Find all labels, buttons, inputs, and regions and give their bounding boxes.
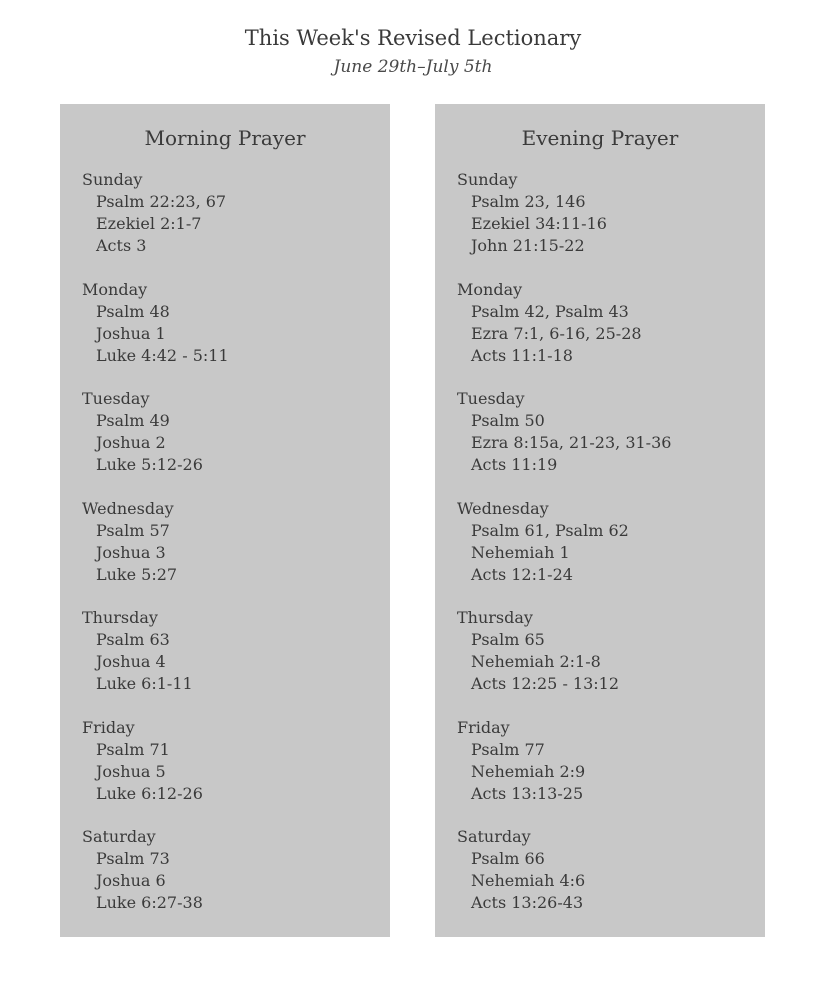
evening-day-monday [457,279,765,367]
day-name: Tuesday [82,389,150,408]
evening-day-saturday [457,826,765,914]
reading: Acts 13:13-25 [471,783,584,803]
reading: Psalm 42, Psalm 43 [471,301,629,321]
morning-prayer-panel [60,104,390,937]
reading: Acts 11:1-18 [471,345,573,365]
reading: Luke 6:12-26 [96,783,203,803]
reading: Psalm 63 [96,630,170,649]
morning-day-wednesday [82,498,390,586]
reading: Acts 12:25 - 13:12 [471,674,620,693]
reading: Psalm 50 [471,411,545,430]
day-name: Friday [82,717,135,737]
reading: Ezra 8:15a, 21-23, 31-36 [471,433,672,452]
reading: Luke 4:42 - 5:11 [96,345,229,365]
evening-day-wednesday [457,498,765,586]
reading: Ezekiel 34:11-16 [471,214,607,233]
reading: Joshua 4 [96,652,166,671]
morning-prayer-title: Morning Prayer [144,126,306,150]
reading: Psalm 71 [96,739,170,759]
reading: Acts 13:26-43 [471,893,584,912]
reading: Ezra 7:1, 6-16, 25-28 [471,323,642,343]
reading: Acts 12:1-24 [471,564,573,584]
page-title: This Week's Revised Lectionary [244,26,582,50]
reading: Luke 6:1-11 [96,674,193,693]
day-name: Sunday [457,170,518,189]
day-name: Saturday [82,827,156,846]
morning-day-tuesday [82,388,390,476]
reading: Nehemiah 4:6 [471,871,586,890]
reading: John 21:15-22 [471,236,585,255]
evening-day-sunday [457,169,765,257]
reading: Joshua 1 [96,323,166,343]
reading: Psalm 57 [96,520,170,540]
evening-day-thursday [457,607,765,695]
reading: Psalm 61, Psalm 62 [471,520,629,540]
reading: Joshua 3 [96,542,166,562]
evening-day-friday [457,717,765,805]
day-name: Wednesday [82,498,174,518]
day-name: Friday [457,717,510,737]
page-subtitle: June 29th–July 5th [333,57,493,77]
day-name: Saturday [457,827,531,846]
reading: Luke 5:27 [96,564,178,584]
reading: Nehemiah 2:1-8 [471,652,601,671]
day-name: Tuesday [457,389,525,408]
reading: Psalm 22:23, 67 [96,192,227,211]
reading: Psalm 23, 146 [471,192,586,211]
evening-day-tuesday [457,388,765,476]
reading: Psalm 73 [96,849,170,868]
day-name: Monday [457,279,523,299]
reading: Acts 3 [96,236,147,255]
morning-day-saturday [82,826,390,914]
morning-day-thursday [82,607,390,695]
day-name: Thursday [82,608,158,627]
reading: Psalm 48 [96,301,170,321]
reading: Luke 5:12-26 [96,455,203,474]
reading: Psalm 49 [96,411,170,430]
day-name: Sunday [82,170,143,189]
reading: Joshua 6 [96,871,166,890]
reading: Luke 6:27-38 [96,893,203,912]
reading: Acts 11:19 [471,455,558,474]
reading: Joshua 5 [96,761,166,781]
evening-prayer-title: Evening Prayer [521,126,679,150]
reading: Ezekiel 2:1-7 [96,214,202,233]
day-name: Thursday [457,608,533,627]
reading: Joshua 2 [96,433,166,452]
reading: Psalm 77 [471,739,545,759]
reading: Psalm 66 [471,849,545,868]
day-name: Monday [82,279,148,299]
day-name: Wednesday [457,498,549,518]
reading: Nehemiah 2:9 [471,761,586,781]
reading: Psalm 65 [471,630,545,649]
morning-day-friday [82,717,390,805]
reading: Nehemiah 1 [471,542,570,562]
evening-prayer-panel [435,104,765,937]
morning-day-monday [82,279,390,367]
morning-day-sunday [82,169,390,257]
